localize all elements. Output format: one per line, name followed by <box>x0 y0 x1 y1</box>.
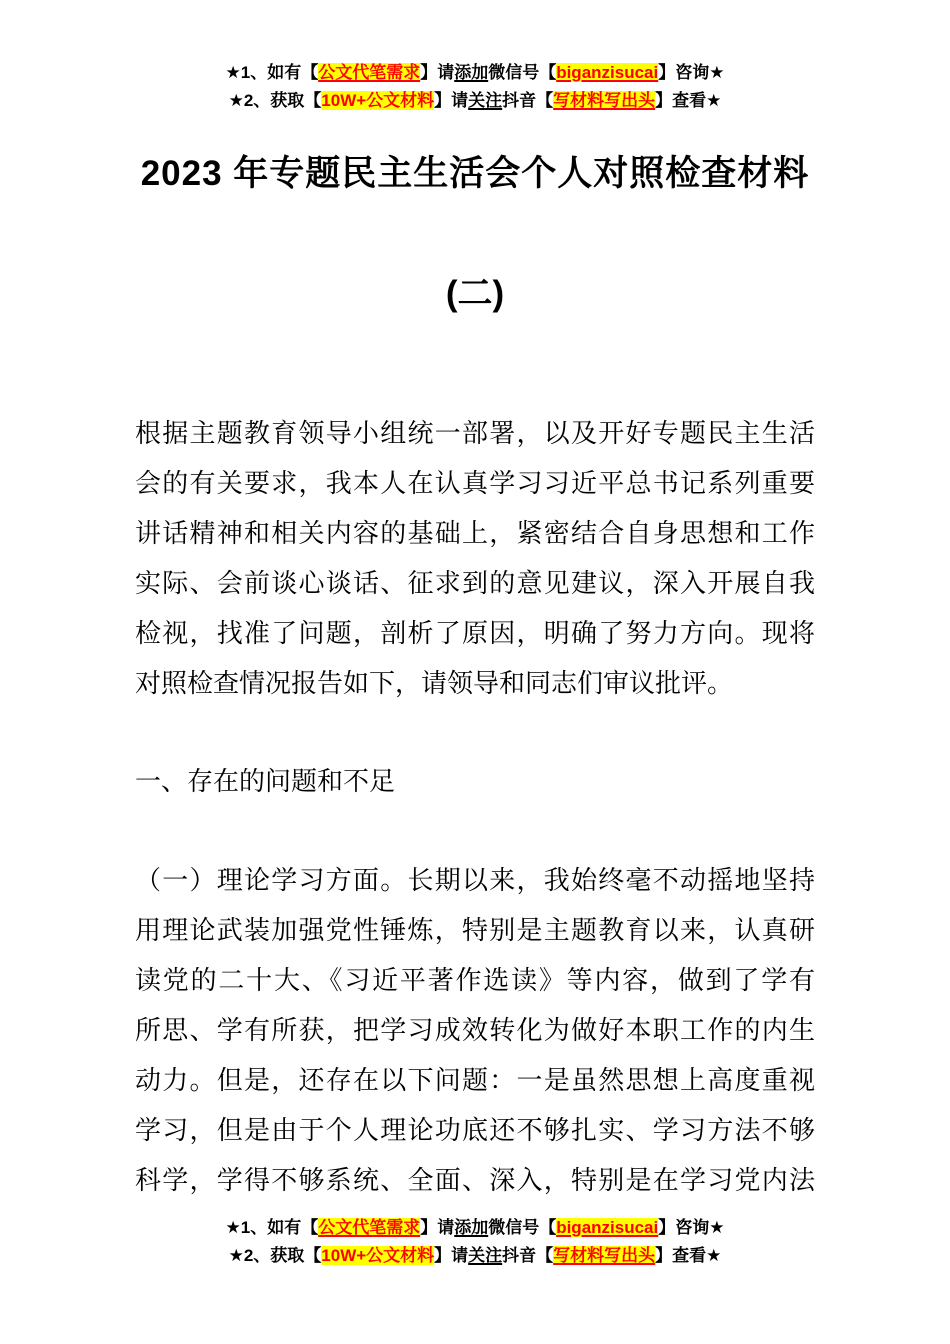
notice-text: 微信号【 <box>488 63 557 82</box>
notice-text: ★1、如有【 <box>225 63 319 82</box>
paragraph-opening <box>135 408 815 708</box>
text-line: 读党的二十大、《习近平著作选读》等内容，做到了学有 <box>135 965 815 995</box>
promo-footer <box>0 1214 950 1270</box>
promo-footer-line-2 <box>0 1242 950 1270</box>
notice-text: 】请 <box>434 1246 469 1265</box>
notice-text: ★2、获取【 <box>228 91 322 110</box>
notice-highlight-underline: biganzisucai <box>556 1218 659 1237</box>
notice-highlight-underline: biganzisucai <box>556 63 659 82</box>
notice-highlight-underline: 公文代笔需求 <box>318 1218 421 1237</box>
text-line: （一）理论学习方面。长期以来，我始终毫不动摇地坚持 <box>135 865 815 895</box>
notice-highlight-underline: 写材料写出头 <box>553 91 656 110</box>
notice-text: 】咨询★ <box>658 1218 725 1237</box>
document-title: 2023 年专题民主生活会个人对照检查材料 <box>140 154 810 193</box>
notice-text: 】咨询★ <box>658 63 725 82</box>
notice-underline: 关注 <box>468 1246 503 1265</box>
notice-text: ★2、获取【 <box>228 1246 322 1265</box>
text-line: 检视，找准了问题，剖析了原因，明确了努力方向。现将 <box>135 618 815 648</box>
notice-highlight: 10W+公文材料 <box>321 91 435 110</box>
notice-text: 】请 <box>420 63 455 82</box>
section-heading: 一、存在的问题和不足 <box>135 766 396 796</box>
notice-underline: 关注 <box>468 91 503 110</box>
promo-footer-line-1 <box>0 1214 950 1242</box>
notice-text: 】请 <box>434 91 469 110</box>
notice-text: 抖音【 <box>502 1246 554 1265</box>
notice-text: 】查看★ <box>655 91 722 110</box>
notice-text: 微信号【 <box>488 1218 557 1237</box>
notice-text: 】请 <box>420 1218 455 1237</box>
notice-underline: 添加 <box>454 63 489 82</box>
notice-underline: 添加 <box>454 1218 489 1237</box>
notice-text: 】查看★ <box>655 1246 722 1265</box>
text-line: 会的有关要求，我本人在认真学习习近平总书记系列重要 <box>135 468 815 498</box>
text-line: 讲话精神和相关内容的基础上，紧密结合自身思想和工作 <box>135 518 815 548</box>
document-subtitle: (二) <box>445 274 505 313</box>
text-line: 根据主题教育领导小组统一部署，以及开好专题民主生活 <box>135 418 815 448</box>
notice-highlight-underline: 写材料写出头 <box>553 1246 656 1265</box>
notice-highlight-underline: 公文代笔需求 <box>318 63 421 82</box>
text-line: 所思、学有所获，把学习成效转化为做好本职工作的内生 <box>135 1015 815 1045</box>
text-line: 学习，但是由于个人理论功底还不够扎实、学习方法不够 <box>135 1115 815 1145</box>
document-body <box>135 408 815 1205</box>
paragraph-theory-study <box>135 855 815 1205</box>
promo-header-line-1 <box>0 59 950 87</box>
notice-text: 抖音【 <box>502 91 554 110</box>
text-line: 科学，学得不够系统、全面、深入，特别是在学习党内法 <box>135 1165 815 1195</box>
text-line: 动力。但是，还存在以下问题：一是虽然思想上高度重视 <box>135 1065 815 1095</box>
text-line: 用理论武装加强党性锤炼，特别是主题教育以来，认真研 <box>135 915 815 945</box>
promo-header-line-2 <box>0 87 950 115</box>
text-line: 对照检查情况报告如下，请领导和同志们审议批评。 <box>135 668 734 698</box>
notice-highlight: 10W+公文材料 <box>321 1246 435 1265</box>
notice-text: ★1、如有【 <box>225 1218 319 1237</box>
text-line: 实际、会前谈心谈话、征求到的意见建议，深入开展自我 <box>135 568 815 598</box>
promo-header <box>0 0 950 115</box>
